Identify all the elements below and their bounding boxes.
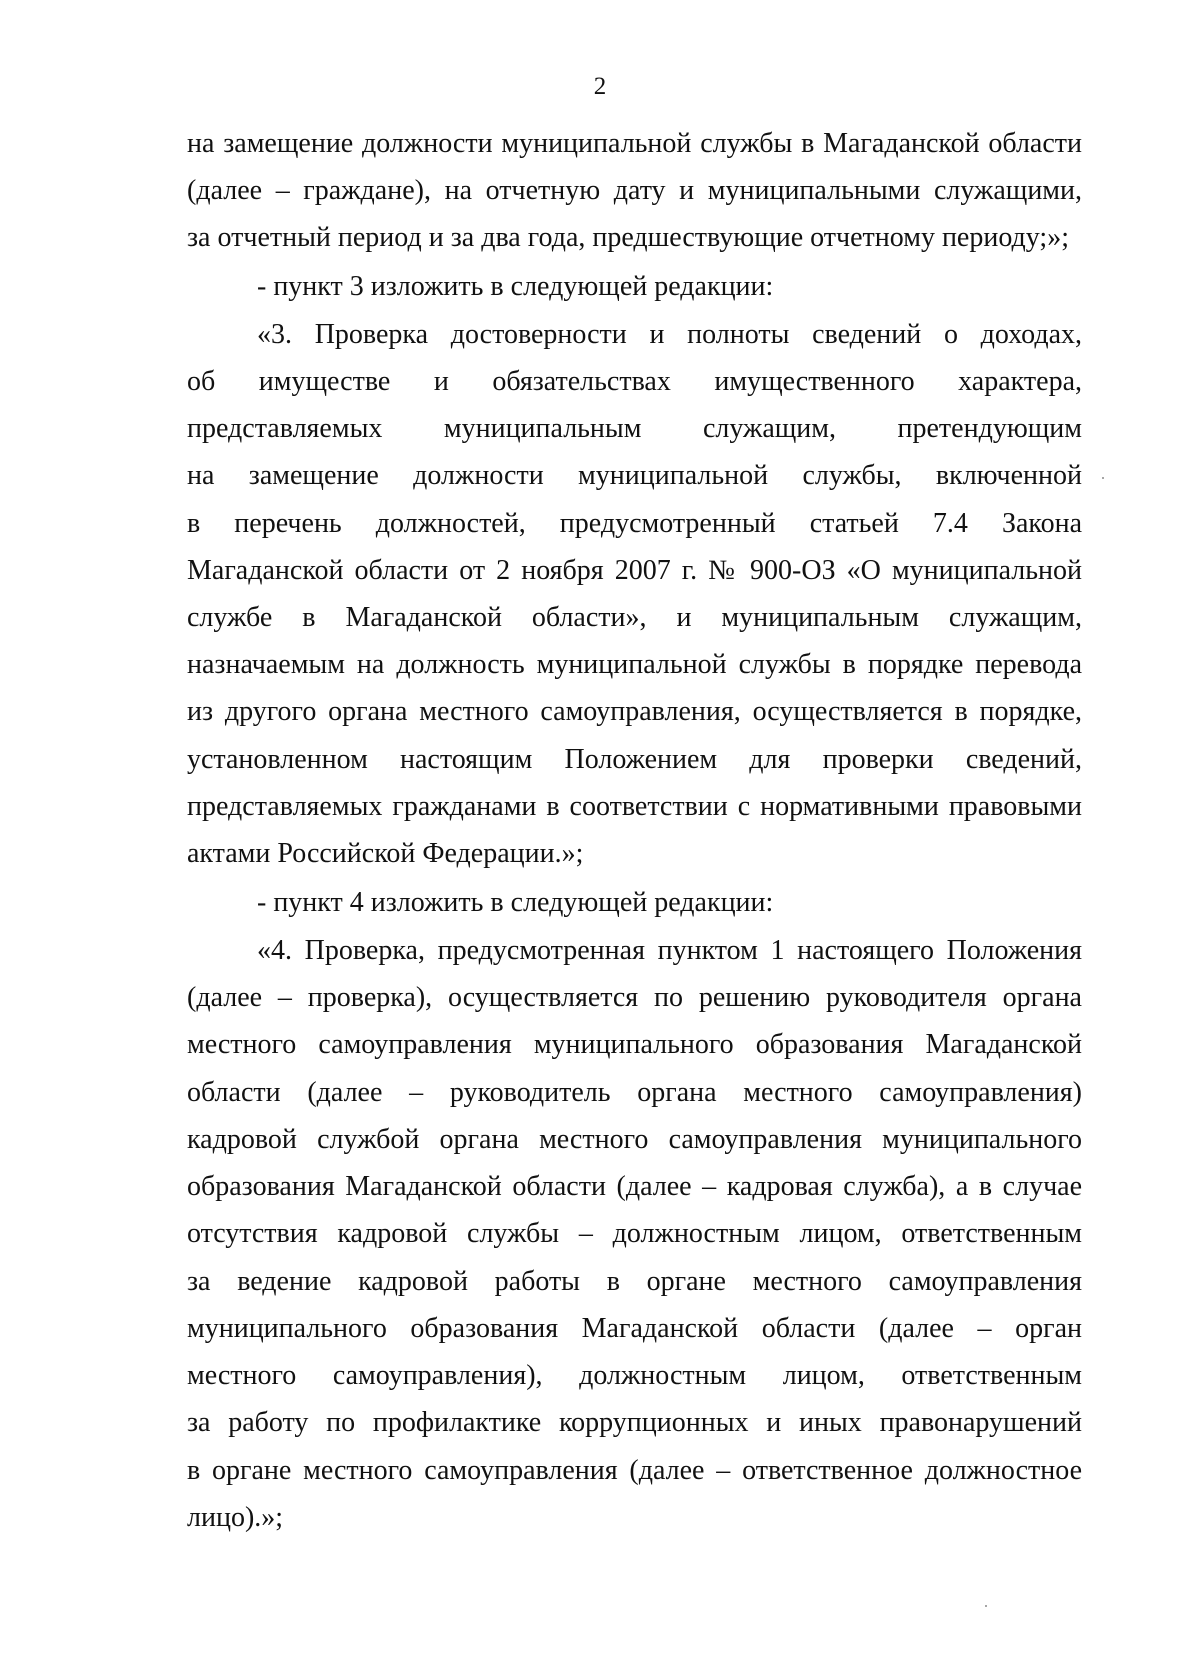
text-line: (далее – граждане), на отчетную дату и муниципальными служащими,	[187, 175, 1082, 206]
text-line: местного самоуправления), должностным лицом, ответственным	[187, 1360, 1082, 1391]
text-line: Магаданской области от 2 ноября 2007 г. № 900-ОЗ «О муниципальной	[187, 555, 1082, 586]
text-line: в перечень должностей, предусмотренный статьей 7.4 Закона	[187, 508, 1082, 539]
text-line: на замещение должности муниципальной службы, включенной	[187, 460, 1082, 491]
text-line: установленном настоящим Положением для проверки сведений,	[187, 744, 1082, 775]
text-line: на замещение должности муниципальной службы в Магаданской области	[187, 128, 1082, 159]
text-line: за ведение кадровой работы в органе местного самоуправления	[187, 1266, 1082, 1297]
scan-speck	[985, 1605, 987, 1607]
text-line: (далее – проверка), осуществляется по решению руководителя органа	[187, 982, 1082, 1013]
text-line: об имуществе и обязательствах имущественного характера,	[187, 366, 1082, 397]
text-line: представляемых гражданами в соответствии с нормативными правовыми	[187, 791, 1082, 822]
text-line: актами Российской Федерации.»;	[187, 838, 584, 869]
text-line: представляемых муниципальным служащим, претендующим	[187, 413, 1082, 444]
text-line: отсутствия кадровой службы – должностным лицом, ответственным	[187, 1218, 1082, 1249]
text-line: местного самоуправления муниципального образования Магаданской	[187, 1029, 1082, 1060]
text-line: лицо).»;	[187, 1502, 284, 1533]
text-line: из другого органа местного самоуправления, осуществляется в порядке,	[187, 696, 1082, 727]
text-line: в органе местного самоуправления (далее – ответственное должностное	[187, 1455, 1082, 1486]
text-line: кадровой службой органа местного самоуправления муниципального	[187, 1124, 1082, 1155]
text-line: за отчетный период и за два года, предшествующие отчетному периоду;»;	[187, 222, 1069, 253]
text-line: «4. Проверка, предусмотренная пунктом 1 настоящего Положения	[257, 935, 1082, 966]
text-line: за работу по профилактике коррупционных и иных правонарушений	[187, 1407, 1082, 1438]
text-line: области (далее – руководитель органа местного самоуправления)	[187, 1077, 1082, 1108]
text-line: службе в Магаданской области», и муниципальным служащим,	[187, 602, 1082, 633]
page-number: 2	[593, 73, 607, 100]
text-line: «3. Проверка достоверности и полноты сведений о доходах,	[257, 319, 1082, 350]
text-line: назначаемым на должность муниципальной службы в порядке перевода	[187, 649, 1082, 680]
text-line: - пункт 4 изложить в следующей редакции:	[257, 887, 774, 918]
scan-speck	[1102, 477, 1104, 479]
text-line: муниципального образования Магаданской области (далее – орган	[187, 1313, 1082, 1344]
text-line: образования Магаданской области (далее – кадровая служба), а в случае	[187, 1171, 1082, 1202]
text-line: - пункт 3 изложить в следующей редакции:	[257, 271, 774, 302]
